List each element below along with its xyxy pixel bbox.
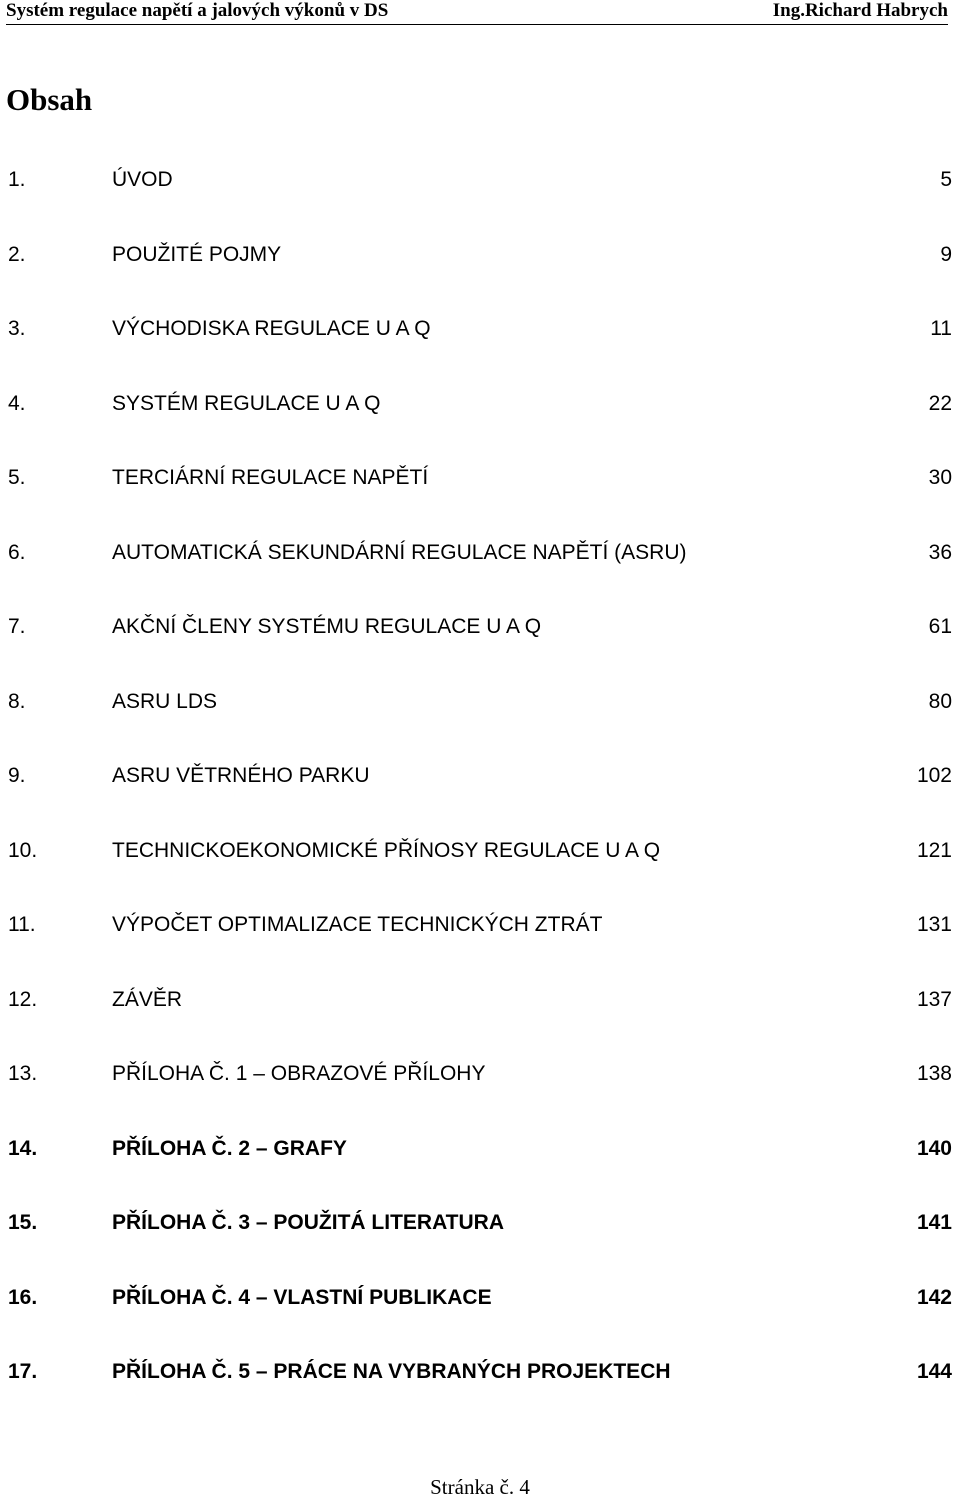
toc-entry-number: 13. [8, 1062, 38, 1085]
toc-entry-number: 4. [8, 392, 26, 415]
toc-entry-number: 1. [8, 168, 26, 191]
toc-entry[interactable] [8, 240, 952, 270]
toc-entry-number: 2. [8, 243, 26, 266]
document-title: Systém regulace napětí a jalových výkonů v DS [6, 0, 389, 21]
toc-entry[interactable] [8, 538, 952, 568]
toc-entry[interactable] [8, 165, 952, 195]
toc-entry-page: 141 [916, 1211, 952, 1234]
toc-entry-title: TERCIÁRNÍ REGULACE NAPĚTÍ [112, 466, 429, 489]
toc-entry[interactable] [8, 1357, 952, 1387]
toc-entry-title: PŘÍLOHA Č. 3 – POUŽITÁ LITERATURA [112, 1211, 505, 1234]
toc-entry-number: 11. [8, 913, 36, 936]
toc-entry-title: ZÁVĚR [112, 988, 183, 1011]
toc-entry-title: PŘÍLOHA Č. 5 – PRÁCE NA VYBRANÝCH PROJEKTECH [112, 1360, 671, 1383]
toc-entry-number: 7. [8, 615, 26, 638]
toc-entry-number: 10. [8, 839, 38, 862]
toc-entry-title: POUŽITÉ POJMY [112, 243, 282, 266]
toc-entry[interactable] [8, 389, 952, 419]
author-name: Ing.Richard Habrych [772, 0, 948, 21]
page-header [6, 0, 948, 25]
toc-entry[interactable] [8, 1208, 952, 1238]
toc-entry-title: VÝPOČET OPTIMALIZACE TECHNICKÝCH ZTRÁT [112, 913, 603, 936]
toc-entry-number: 6. [8, 541, 26, 564]
toc-entry-title: ASRU LDS [112, 690, 218, 713]
toc-entry-page: 138 [916, 1062, 952, 1085]
toc-entry-page: 142 [916, 1286, 952, 1309]
toc-entry-title: VÝCHODISKA REGULACE U A Q [112, 317, 431, 340]
toc-entry-page: 121 [916, 839, 952, 862]
toc-entry-title: AKČNÍ ČLENY SYSTÉMU REGULACE U A Q [112, 615, 542, 638]
toc-entry-title: SYSTÉM REGULACE U A Q [112, 392, 381, 415]
toc-entry[interactable] [8, 910, 952, 940]
toc-entry[interactable] [8, 761, 952, 791]
toc-entry[interactable] [8, 463, 952, 493]
toc-entry-title: PŘÍLOHA Č. 1 – OBRAZOVÉ PŘÍLOHY [112, 1062, 486, 1085]
toc-entry[interactable] [8, 1134, 952, 1164]
toc-entry-number: 14. [8, 1137, 38, 1160]
toc-entry-page: 131 [916, 913, 952, 936]
toc-entry-number: 8. [8, 690, 26, 713]
toc-entry-number: 16. [8, 1286, 38, 1309]
toc-entry-page: 102 [916, 764, 952, 787]
toc-entry-number: 17. [8, 1360, 38, 1383]
toc-entry[interactable] [8, 1283, 952, 1313]
toc-entry-title: AUTOMATICKÁ SEKUNDÁRNÍ REGULACE NAPĚTÍ (ASRU) [112, 541, 687, 564]
toc-entry-page: 140 [916, 1137, 952, 1160]
toc-entry[interactable] [8, 1059, 952, 1089]
toc-entry-page: 36 [928, 541, 952, 564]
toc-entry-title: PŘÍLOHA Č. 2 – GRAFY [112, 1137, 347, 1160]
toc-entry-page: 22 [928, 392, 952, 415]
toc-entry-page: 144 [916, 1360, 952, 1383]
toc-entry[interactable] [8, 687, 952, 717]
toc-entry-number: 3. [8, 317, 26, 340]
toc-entry-page: 137 [916, 988, 952, 1011]
toc-entry-title: PŘÍLOHA Č. 4 – VLASTNÍ PUBLIKACE [112, 1286, 492, 1309]
toc-entry-page: 9 [940, 243, 952, 266]
toc-entry-number: 12. [8, 988, 38, 1011]
toc-entry-page: 61 [928, 615, 952, 638]
toc-entry[interactable] [8, 314, 952, 344]
toc-entry-number: 5. [8, 466, 26, 489]
toc-entry[interactable] [8, 612, 952, 642]
page-number: Stránka č. 4 [430, 1475, 530, 1499]
toc-entry-page: 5 [940, 168, 952, 191]
toc-entry-page: 11 [930, 317, 952, 340]
toc-entry[interactable] [8, 836, 952, 866]
toc-entry[interactable] [8, 985, 952, 1015]
toc-entry-title: ASRU VĚTRNÉHO PARKU [112, 764, 370, 787]
toc-entry-page: 30 [928, 466, 952, 489]
toc-entry-title: TECHNICKOEKONOMICKÉ PŘÍNOSY REGULACE U A Q [112, 839, 661, 862]
toc-entry-page: 80 [928, 690, 952, 713]
toc-heading: Obsah [6, 82, 93, 117]
toc-entry-number: 9. [8, 764, 26, 787]
toc-entry-number: 15. [8, 1211, 38, 1234]
toc-entry-title: ÚVOD [112, 168, 173, 191]
